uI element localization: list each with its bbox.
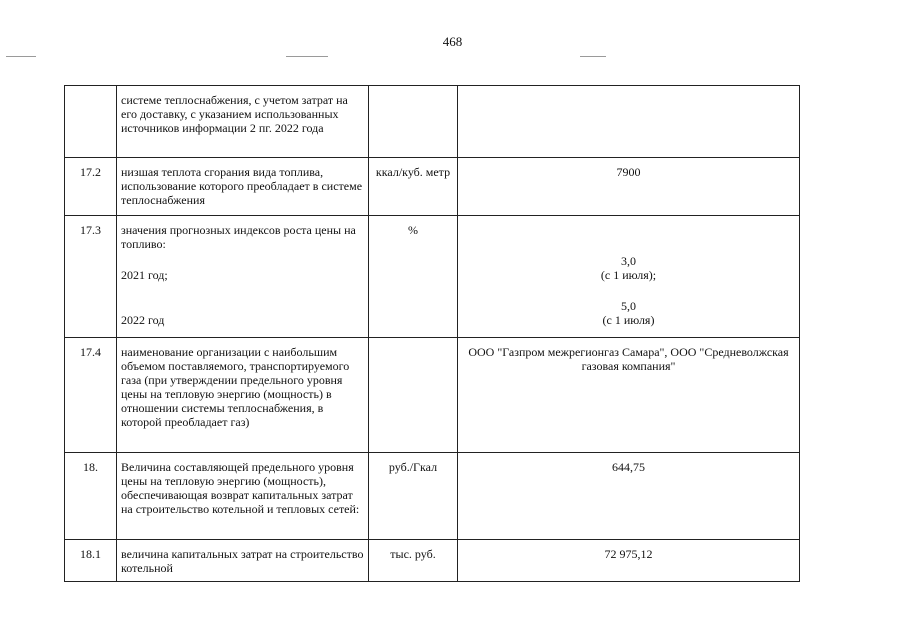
row-value: 644,75 — [458, 453, 800, 540]
row-unit: тыс. руб. — [369, 540, 458, 582]
spacer — [462, 223, 795, 254]
table-row — [65, 540, 800, 582]
sub-item-note: (с 1 июля); — [600, 268, 657, 282]
row-number: 17.3 — [65, 216, 117, 338]
table-row — [65, 216, 800, 338]
page-number: 468 — [442, 34, 463, 49]
row-unit — [369, 86, 458, 158]
table-row — [65, 453, 800, 540]
table-row — [65, 158, 800, 216]
sub-item-note: (с 1 июля) — [602, 313, 655, 327]
spacer — [121, 282, 364, 313]
row-value: 72 975,12 — [458, 540, 800, 582]
scan-artifact-center — [286, 56, 328, 57]
row-description: системе теплоснабжения, с учетом затрат на его доставку, с указанием использованных источников информации 2 пг. 2022 года — [117, 86, 369, 158]
row-description: величина капитальных затрат на строительство котельной — [117, 540, 369, 582]
table-row — [65, 86, 800, 158]
row-description: низшая теплота сгорания вида топлива, использование которого преобладает в системе теплоснабжения — [117, 158, 369, 216]
row-number — [65, 86, 117, 158]
spacer — [462, 282, 795, 299]
row-number: 17.2 — [65, 158, 117, 216]
row-value: ООО "Газпром межрегионгаз Самара", ООО "Средневолжская газовая компания" — [458, 338, 800, 453]
row-value — [458, 86, 800, 158]
row-unit: руб./Гкал — [369, 453, 458, 540]
scan-artifact-left — [6, 56, 36, 57]
row-description: Величина составляющей предельного уровня цены на тепловую энергию (мощность), обеспечивающая возврат капитальных затрат на строительство котельной и тепловых сетей: — [117, 453, 369, 540]
scan-artifact-right — [580, 56, 606, 57]
sub-item-value: 5,0 — [621, 299, 636, 313]
sub-item-label: 2022 год — [121, 313, 165, 327]
row-unit: ккал/куб. метр — [369, 158, 458, 216]
row-value-cell — [458, 216, 800, 338]
row-unit: % — [369, 216, 458, 338]
sub-item-label: 2021 год; — [121, 268, 168, 282]
sub-item-value: 3,0 — [621, 254, 636, 268]
row-unit — [369, 338, 458, 453]
tariff-table — [64, 85, 800, 582]
row-description: значения прогнозных индексов роста цены на топливо: — [121, 223, 356, 251]
row-description: наименование организации с наибольшим объемом поставляемого, транспортируемого газа (при утверждении предельного уровня цены на тепловую энергию (мощность) в отношении системы теплоснабжения, в которой преобладает газ) — [117, 338, 369, 453]
row-number: 18. — [65, 453, 117, 540]
table-row — [65, 338, 800, 453]
row-value: 7900 — [458, 158, 800, 216]
row-number: 17.4 — [65, 338, 117, 453]
spacer — [121, 251, 364, 268]
row-number: 18.1 — [65, 540, 117, 582]
row-description-cell — [117, 216, 369, 338]
